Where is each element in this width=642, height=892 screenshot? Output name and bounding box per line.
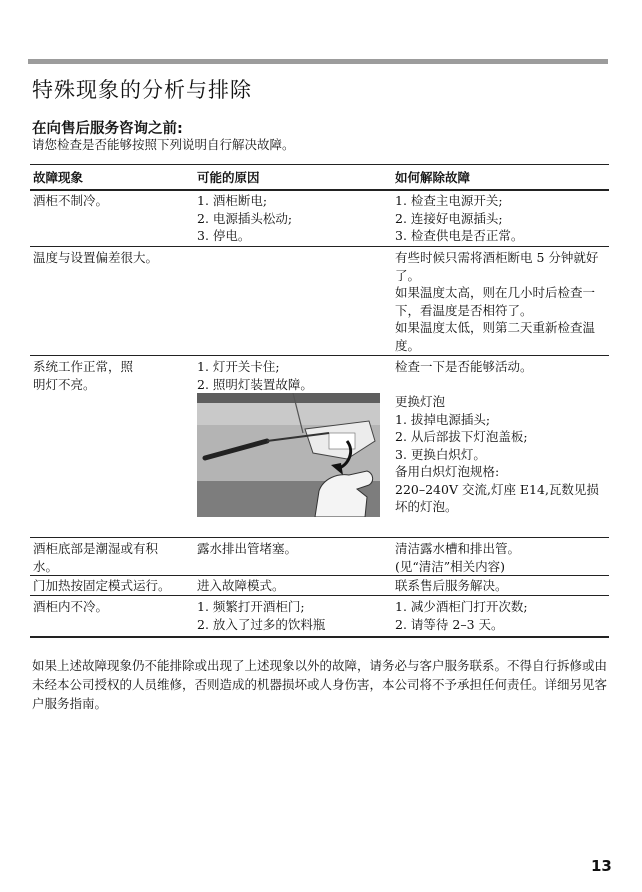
row-symptom: 系统工作正常，照 明灯不亮。 [33,359,134,392]
row-symptom: 酒柜内不冷。 [33,599,109,614]
row-solutions: 1. 检查主电源开关; 2. 连接好电源插头; 3. 检查供电是否正常。 [395,193,524,243]
lamp-replacement-steps: 更换灯泡 1. 拔掉电源插头; 2. 从后部拔下灯泡盖板; 3. 更换白炽灯。 备用白炽灯泡规格: 220–240V 交流,灯座 E14,瓦数见损坏的灯泡。 [395,394,599,514]
header-symptom: 故障现象 [33,170,84,185]
header-solution: 如何解除故障 [395,170,471,185]
row-symptom: 酒柜不制冷。 [33,193,109,208]
table-rule [30,246,609,247]
row-causes: 1. 灯开关卡住; 2. 照明灯装置故障。 [197,359,313,392]
row-solutions: 清洁露水槽和排出管。 (见“清洁”相关内容) [395,541,521,574]
row-solutions: 联系售后服务解决。 [395,578,508,593]
page-number: 13 [591,857,612,875]
intro-text: 请您检查是否能够按照下列说明自行解决故障。 [32,137,295,152]
row-solutions: 有些时候只需将酒柜断电 5 分钟就好了。 如果温度太高，则在几小时后检查一下，看温度是否相符了。 如果温度太低，则第二天重新检查温度。 [395,250,599,353]
row-causes: 露水排出管堵塞。 [197,541,298,556]
row-causes: 1. 酒柜断电; 2. 电源插头松动; 3. 停电。 [197,193,293,243]
table-rule [30,636,609,638]
table-rule [30,595,609,596]
table-rule [30,164,609,165]
section-subtitle: 在向售后服务咨询之前: [32,121,183,137]
table-rule [30,537,609,538]
header-rule [28,59,608,64]
row-symptom: 酒柜底部是潮湿或有积 水。 [33,541,159,574]
header-cause: 可能的原因 [197,170,260,185]
disclaimer-text: 如果上述故障现象仍不能排除或出现了上述现象以外的故障，请务必与客户服务联系。不得自行拆修或由未经本公司授权的人员维修，否则造成的机器损坏或人身伤害，本公司将不予承担任何责任。详细另见客户服务指南。 [32,658,608,711]
row-solutions: 检查一下是否能够活动。 [395,359,533,374]
row-symptom: 门加热按固定模式运行。 [33,578,171,593]
row-causes: 1. 频繁打开酒柜门; 2. 放入了过多的饮料瓶 [197,599,326,632]
table-rule [30,189,609,191]
row-symptom: 温度与设置偏差很大。 [33,250,159,265]
table-rule [30,575,609,576]
page-title: 特殊现象的分析与排除 [32,78,252,102]
row-solutions: 1. 减少酒柜门打开次数; 2. 请等待 2–3 天。 [395,599,528,632]
row-causes: 进入故障模式。 [197,578,285,593]
lamp-replacement-illustration [197,393,380,517]
table-rule [30,355,609,356]
